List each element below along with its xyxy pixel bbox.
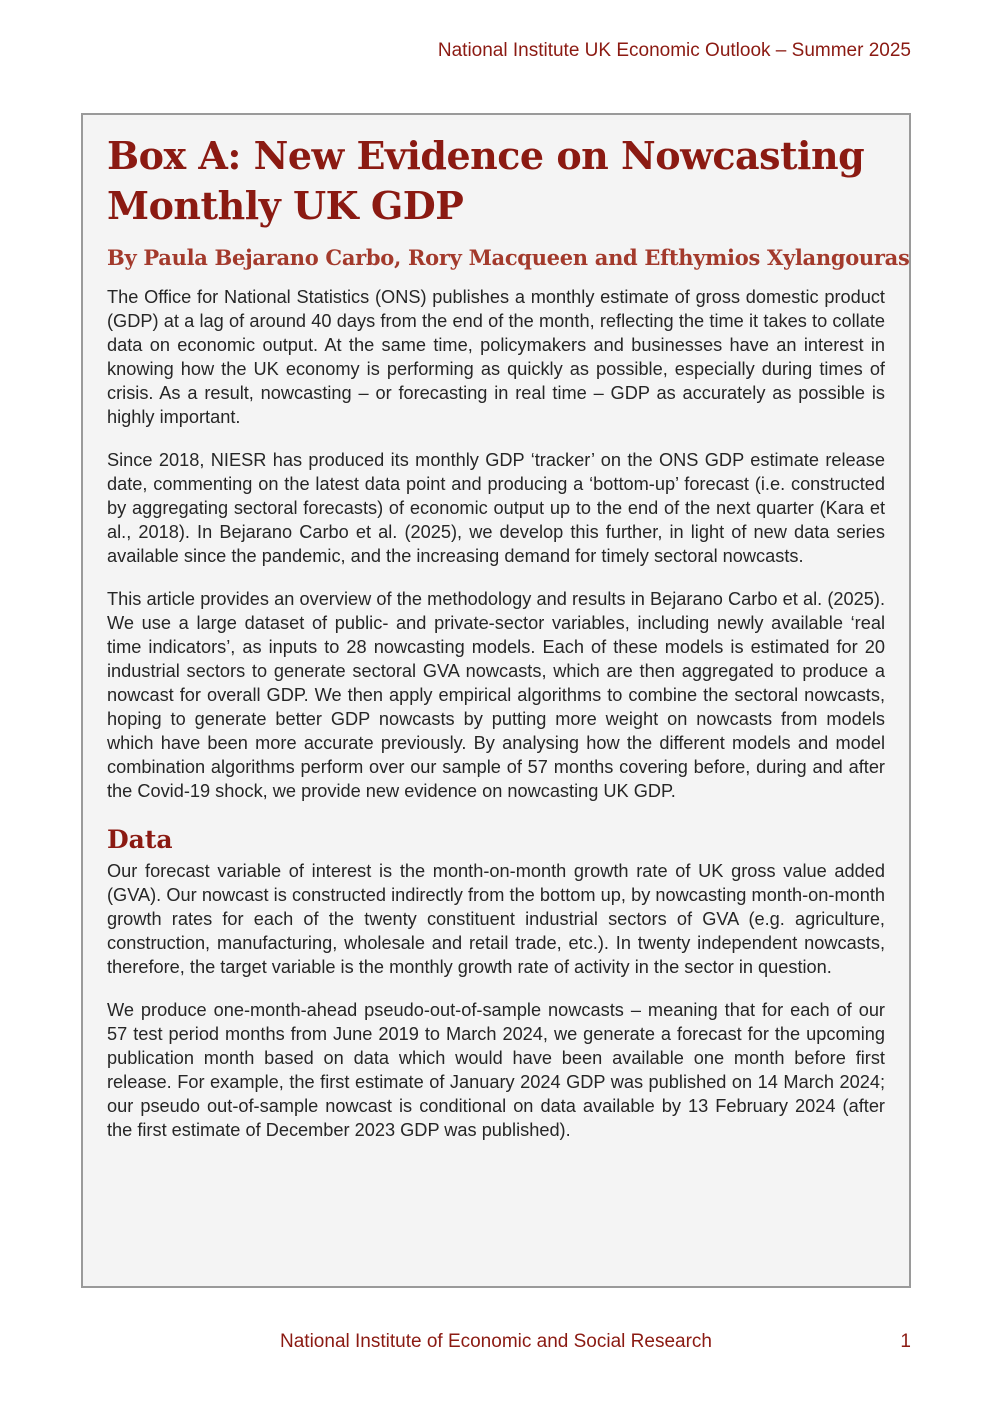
data-paragraph-1: Our forecast variable of interest is the month-on-month growth rate of UK gross value added (GVA). Our nowcast is constructed indirectly from the bottom up, by nowcasting month-on-month growth rates for each of the twenty constituent industrial sectors of GVA (e.g. agriculture, construction, manufacturing, wholesale and retail trade, etc.). In twenty independent nowcasts, therefore, the target variable is the monthly growth rate of activity in the sector in question. — [107, 861, 885, 977]
running-header: National Institute UK Economic Outlook – Summer 2025 — [437, 40, 911, 61]
footer-publisher: National Institute of Economic and Social Research — [280, 1331, 712, 1352]
data-paragraph-2: We produce one-month-ahead pseudo-out-of-sample nowcasts – meaning that for each of our 57 test period months from June 2019 to March 2024, we generate a forecast for the upcoming publication month based on data which would have been available one month before first release. For example, the first estimate of January 2024 GDP was published on 14 March 2024; our pseudo out-of-sample nowcast is conditional on data available by 13 February 2024 (after the first estimate of December 2023 GDP was published). — [107, 1000, 885, 1140]
intro-paragraph-3: This article provides an overview of the methodology and results in Bejarano Carbo et al. (2025). We use a large dataset of public- and private-sector variables, including newly available ‘real time indicators’, as inputs to 28 nowcasting models. Each of these models is estimated for 20 industrial sectors to generate sectoral GVA nowcasts, which are then aggregated to produce a nowcast for overall GDP. We then apply empirical algorithms to combine the sectoral nowcasts, hoping to generate better GDP nowcasts by putting more weight on nowcasts from models which have been more accurate previously. By analysing how the different models and model combination algorithms perform over our sample of 57 months covering before, during and after the Covid-19 shock, we provide new evidence on nowcasting UK GDP. — [107, 589, 885, 801]
box-title-line-2: Monthly UK GDP — [107, 183, 464, 228]
box-a-panel — [81, 113, 911, 1288]
section-heading-data: Data — [107, 825, 173, 854]
box-title — [107, 131, 885, 231]
intro-paragraph-2: Since 2018, NIESR has produced its monthly GDP ‘tracker’ on the ONS GDP estimate release date, commenting on the latest data point and producing a ‘bottom-up’ forecast (i.e. constructed by aggregating sectoral forecasts) of economic output up to the end of the next quarter (Kara et al., 2018). In Bejarano Carbo et al. (2025), we develop this further, in light of new data series available since the pandemic, and the increasing demand for timely sectoral nowcasts. — [107, 450, 885, 566]
box-title-line-1: Box A: New Evidence on Nowcasting — [107, 133, 865, 178]
page-number: 1 — [900, 1331, 911, 1352]
author-byline: By Paula Bejarano Carbo, Rory Macqueen and Efthymios Xylangouras — [107, 245, 910, 270]
intro-paragraph-1: The Office for National Statistics (ONS) publishes a monthly estimate of gross domestic product (GDP) at a lag of around 40 days from the end of the month, reflecting the time it takes to collate data on economic output. At the same time, policymakers and businesses have an interest in knowing how the UK economy is performing as quickly as possible, especially during times of crisis. As a result, nowcasting – or forecasting in real time – GDP as accurately as possible is highly important. — [107, 287, 885, 427]
